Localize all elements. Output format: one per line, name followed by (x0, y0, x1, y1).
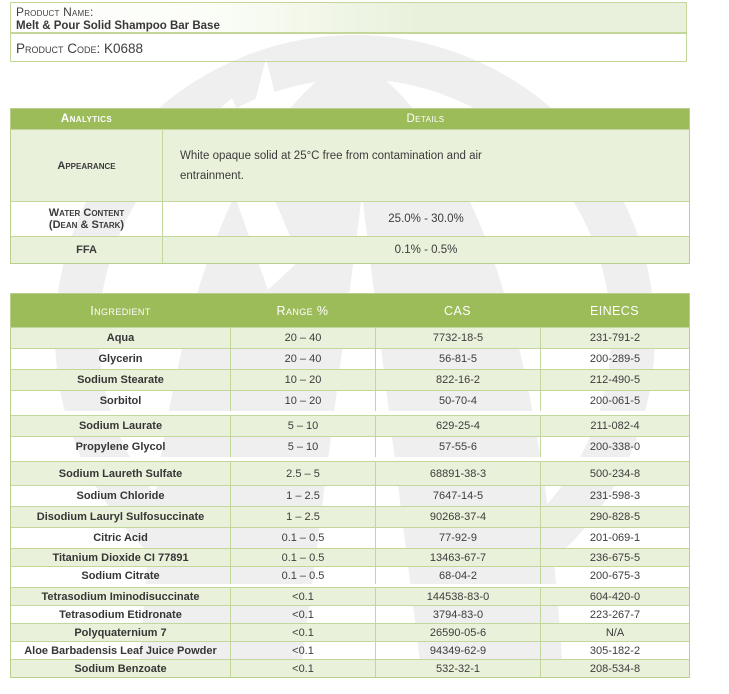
einecs-cell: 223-267-7 (540, 606, 689, 623)
table-row (11, 369, 689, 390)
einecs-cell: 200-289-5 (540, 349, 689, 369)
table-row (11, 623, 689, 641)
table-row (11, 527, 689, 548)
einecs-cell: 231-598-3 (540, 486, 689, 506)
einecs-cell: 211-082-4 (540, 416, 689, 436)
details-column-header: Details (406, 113, 445, 125)
range-cell: 2.5 – 5 (230, 462, 375, 485)
range-cell: 5 – 10 (230, 416, 375, 436)
einecs-cell: 212-490-5 (540, 370, 689, 390)
ingredients-table-header (11, 294, 689, 327)
table-row (11, 461, 689, 485)
water-content-label: Water Content (Dean & Stark) (48, 207, 125, 231)
range-cell: 1 – 2.5 (230, 486, 375, 506)
table-row (11, 605, 689, 623)
ingredient-name-cell: Sodium Laurate (78, 420, 163, 432)
cas-cell: 68891-38-3 (375, 462, 540, 485)
range-cell: 5 – 10 (230, 437, 375, 457)
einecs-column-header: EINECS (590, 303, 639, 318)
einecs-cell: 500-234-8 (540, 462, 689, 485)
water-content-row (11, 201, 689, 236)
cas-cell: 94349-62-9 (375, 642, 540, 659)
cas-column-header: CAS (444, 303, 471, 318)
analytics-table (10, 108, 690, 264)
cas-cell: 7732-18-5 (375, 328, 540, 348)
ingredient-name-cell: Sodium Benzoate (74, 662, 167, 675)
table-row (11, 348, 689, 369)
einecs-cell: 200-675-3 (540, 567, 689, 584)
ingredients-table-body (11, 327, 689, 677)
ingredient-name-cell: Aloe Barbadensis Leaf Juice Powder (24, 644, 217, 657)
ingredient-name-cell: Sodium Chloride (76, 490, 165, 502)
ffa-row (11, 236, 689, 263)
product-name-value: Melt & Pour Solid Shampoo Bar Base (16, 20, 220, 32)
appearance-value: White opaque solid at 25°C free from contamination and air entrainment. (180, 149, 482, 182)
table-row (11, 436, 689, 457)
cas-cell: 7647-14-5 (375, 486, 540, 506)
cas-cell: 77-92-9 (375, 528, 540, 548)
analytics-column-header: Analytics (60, 113, 113, 125)
ingredient-name-cell: Aqua (106, 332, 135, 344)
einecs-cell: 201-069-1 (540, 528, 689, 548)
range-cell: <0.1 (230, 606, 375, 623)
cas-cell: 90268-37-4 (375, 507, 540, 527)
einecs-cell: 231-791-2 (540, 328, 689, 348)
cas-cell: 3794-83-0 (375, 606, 540, 623)
product-code-label: Product Code: (16, 41, 101, 56)
ingredient-name-cell: Propylene Glycol (75, 441, 166, 453)
einecs-cell: 604-420-0 (540, 588, 689, 605)
range-cell: <0.1 (230, 624, 375, 641)
cas-cell: 629-25-4 (375, 416, 540, 436)
range-cell: <0.1 (230, 588, 375, 605)
table-row (11, 641, 689, 659)
ingredient-column-header: Ingredient (90, 303, 151, 318)
ffa-value: 0.1% - 0.5% (162, 237, 689, 263)
ingredient-name-cell: Sorbitol (99, 395, 142, 407)
cas-cell: 822-16-2 (375, 370, 540, 390)
einecs-cell: 305-182-2 (540, 642, 689, 659)
table-row (11, 587, 689, 605)
ingredient-name-cell: Titanium Dioxide CI 77891 (52, 551, 189, 564)
range-cell: 1 – 2.5 (230, 507, 375, 527)
product-code-line (16, 41, 143, 56)
table-row (11, 485, 689, 506)
einecs-cell: 290-828-5 (540, 507, 689, 527)
range-cell: 10 – 20 (230, 370, 375, 390)
ingredient-name-cell: Sodium Stearate (77, 374, 164, 386)
cas-cell: 56-81-5 (375, 349, 540, 369)
appearance-label: Appearance (57, 159, 116, 172)
product-code-box (10, 33, 687, 62)
range-cell: 10 – 20 (230, 391, 375, 411)
cas-cell: 144538-83-0 (375, 588, 540, 605)
analytics-table-header (11, 109, 689, 129)
range-cell: 20 – 40 (230, 328, 375, 348)
ingredient-name-cell: Sodium Citrate (81, 569, 160, 582)
ingredient-name-cell: Disodium Lauryl Sulfosuccinate (36, 511, 205, 523)
water-content-value: 25.0% - 30.0% (162, 202, 689, 236)
appearance-row (11, 129, 689, 201)
table-row (11, 327, 689, 348)
product-code-value: K0688 (104, 41, 144, 56)
range-cell: 20 – 40 (230, 349, 375, 369)
table-row (11, 566, 689, 584)
ingredient-name-cell: Tetrasodium Iminodisuccinate (41, 590, 200, 603)
ffa-label: FFA (76, 244, 97, 256)
ingredient-name-cell: Citric Acid (93, 532, 148, 544)
table-row (11, 659, 689, 677)
ingredient-name-cell: Polyquaternium 7 (74, 626, 167, 639)
cas-cell: 50-70-4 (375, 391, 540, 411)
ingredients-table (10, 293, 690, 678)
table-row (11, 506, 689, 527)
cas-cell: 68-04-2 (375, 567, 540, 584)
product-name-box (10, 2, 687, 33)
einecs-cell: N/A (540, 624, 689, 641)
cas-cell: 57-55-6 (375, 437, 540, 457)
einecs-cell: 236-675-5 (540, 549, 689, 566)
einecs-cell: 200-061-5 (540, 391, 689, 411)
range-cell: 0.1 – 0.5 (230, 528, 375, 548)
cas-cell: 26590-05-6 (375, 624, 540, 641)
range-cell: 0.1 – 0.5 (230, 549, 375, 566)
einecs-cell: 208-534-8 (540, 660, 689, 677)
range-column-header: Range % (276, 303, 329, 318)
product-name-label: Product Name: (16, 5, 94, 19)
ingredient-name-cell: Tetrasodium Etidronate (59, 608, 182, 621)
table-row (11, 390, 689, 411)
appearance-value-cell (162, 130, 689, 201)
einecs-cell: 200-338-0 (540, 437, 689, 457)
range-cell: <0.1 (230, 660, 375, 677)
range-cell: 0.1 – 0.5 (230, 567, 375, 584)
range-cell: <0.1 (230, 642, 375, 659)
ingredient-name-cell: Sodium Laureth Sulfate (58, 467, 183, 480)
ingredient-name-cell: Glycerin (98, 353, 143, 365)
table-row (11, 548, 689, 566)
table-row (11, 415, 689, 436)
cas-cell: 532-32-1 (375, 660, 540, 677)
cas-cell: 13463-67-7 (375, 549, 540, 566)
